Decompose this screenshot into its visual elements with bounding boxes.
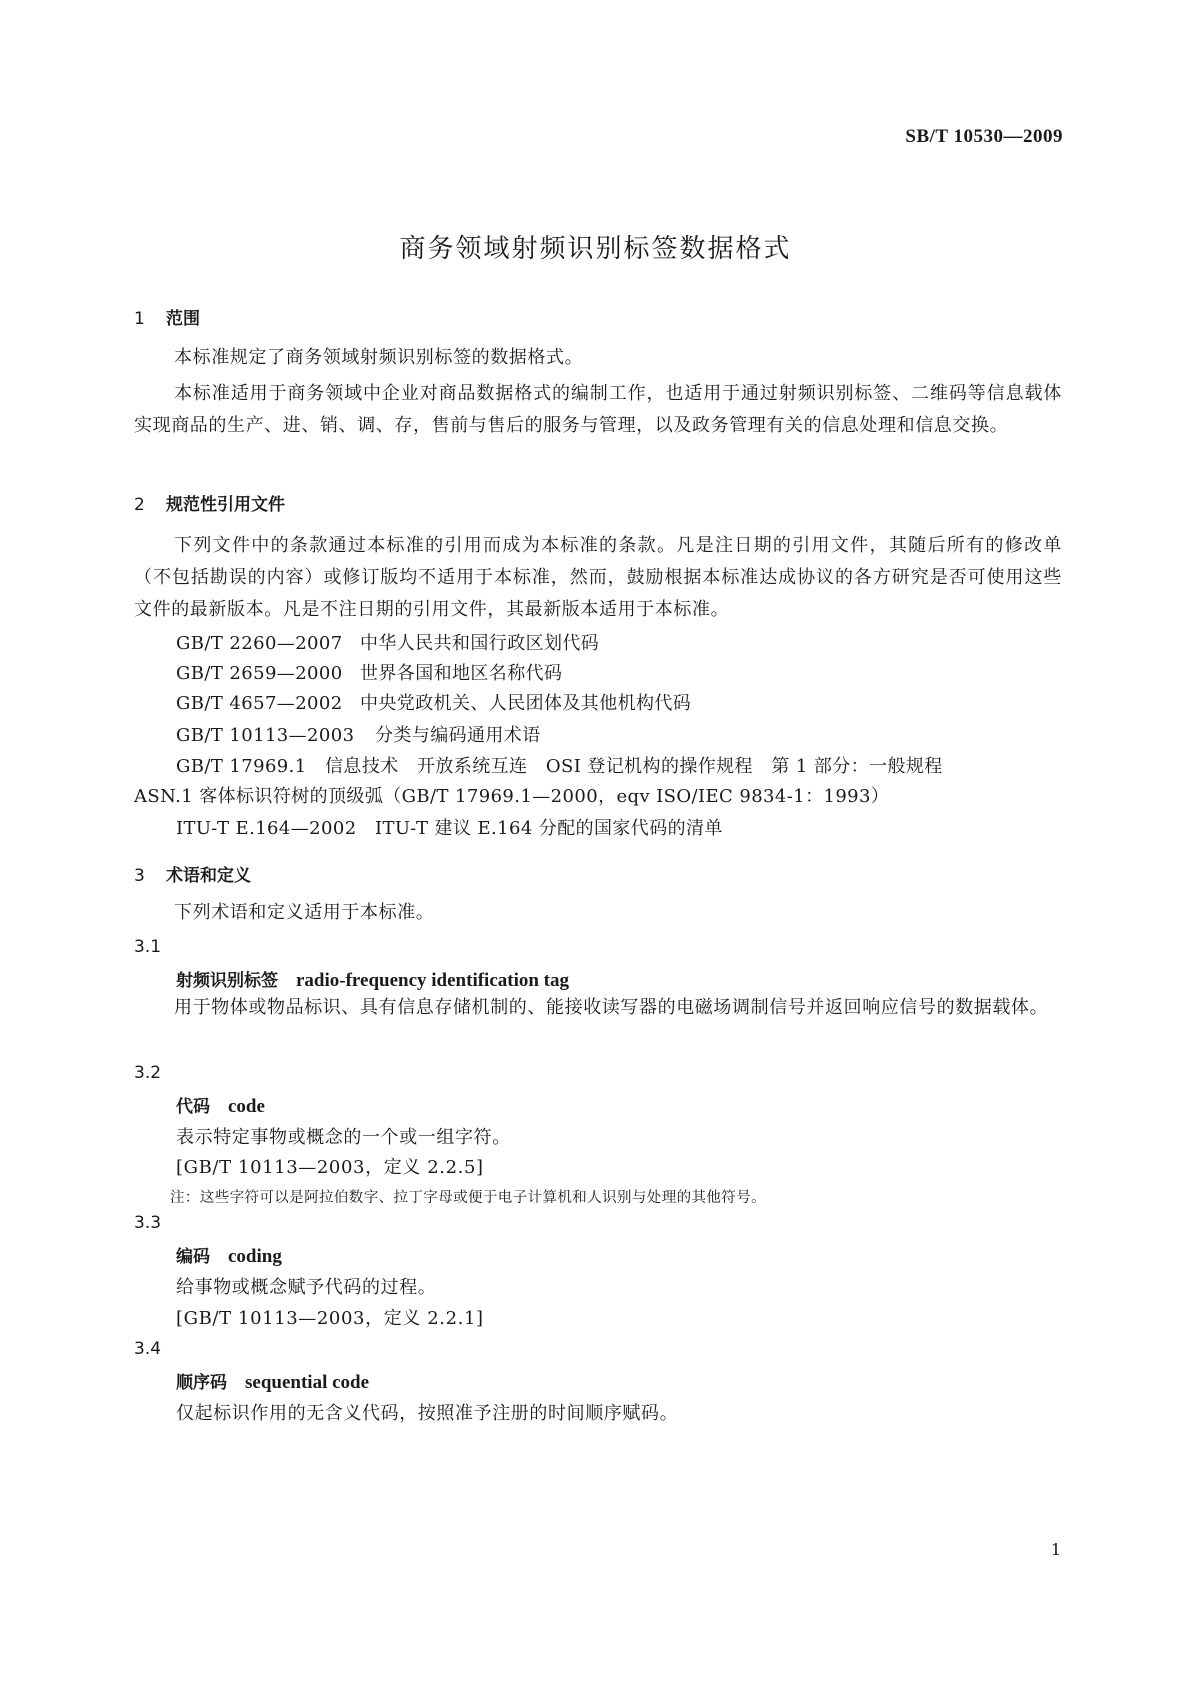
term-note: 注：这些字符可以是阿拉伯数字、拉丁字母或便于电子计算机和人识别与处理的其他符号。: [170, 1190, 766, 1206]
reference-item: [176, 659, 562, 685]
reference-name: 世界各国和地区名称代码: [360, 663, 563, 684]
term-definition: 表示特定事物或概念的一个或一组字符。: [176, 1127, 511, 1148]
term-number: 3.1: [134, 937, 162, 957]
section-number: 3: [134, 866, 145, 886]
reference-name: 中央党政机关、人民团体及其他机构代码: [360, 693, 692, 714]
section-number: 1: [134, 309, 145, 329]
reference-item: [176, 689, 691, 715]
term-source: [GB/T 10113—2003，定义 2.2.1]: [176, 1308, 484, 1329]
reference-item: [176, 814, 723, 840]
term-definition: 仅起标识作用的无含义代码，按照准予注册的时间顺序赋码。: [176, 1403, 679, 1424]
term-zh: 射频识别标签: [176, 971, 278, 991]
reference-code: GB/T 10113—2003: [176, 725, 355, 746]
term-en: code: [228, 1096, 265, 1117]
section-number: 2: [134, 495, 145, 515]
reference-name: ITU-T 建议 E.164 分配的国家代码的清单: [375, 818, 723, 839]
term-source: [GB/T 10113—2003，定义 2.2.5]: [176, 1157, 484, 1178]
reference-item-long-continued: ASN.1 客体标识符树的顶级弧（GB/T 17969.1—2000，eqv ISO/IEC 9834-1：1993）: [134, 786, 890, 807]
section-1-heading: [134, 304, 200, 329]
term-en: coding: [228, 1246, 282, 1267]
section-title: 范围: [166, 309, 200, 329]
section-2-heading: [134, 490, 285, 515]
term-definition: 用于物体或物品标识、具有信息存储机制的、能接收读写器的电磁场调制信号并返回响应信号的数据载体。: [174, 997, 1049, 1018]
paragraph: 下列术语和定义适用于本标准。: [174, 902, 435, 923]
paragraph: 本标准适用于商务领域中企业对商品数据格式的编制工作，也适用于通过射频识别标签、二维码等信息载体实现商品的生产、进、销、调、存，售前与售后的服务与管理，以及政务管理有关的信息处理和信息交换。: [134, 383, 1062, 436]
reference-code: GB/T 4657—2002: [176, 693, 343, 714]
paragraph: 下列文件中的条款通过本标准的引用而成为本标准的条款。凡是注日期的引用文件，其随后所有的修改单（不包括勘误的内容）或修订版均不适用于本标准，然而，鼓励根据本标准达成协议的各方研究是否可使用这些文件的最新版本。凡是不注日期的引用文件，其最新版本适用于本标准。: [134, 535, 1062, 620]
section-3-heading: [134, 861, 251, 886]
reference-name: 分类与编码通用术语: [375, 725, 541, 746]
term-number: 3.4: [134, 1339, 162, 1359]
term-en: sequential code: [245, 1372, 370, 1393]
term-number: 3.3: [134, 1213, 162, 1233]
paragraph: 本标准规定了商务领域射频识别标签的数据格式。: [174, 347, 584, 368]
section-title: 术语和定义: [166, 866, 251, 886]
term-zh: 编码: [176, 1247, 210, 1267]
page-number: 1: [1050, 1540, 1061, 1559]
term-definition: 给事物或概念赋予代码的过程。: [176, 1277, 437, 1298]
reference-item: [176, 629, 599, 655]
reference-code: ITU-T E.164—2002: [176, 818, 357, 839]
term-zh: 代码: [176, 1097, 210, 1117]
term-heading: [176, 1368, 369, 1394]
term-heading: [176, 966, 569, 992]
reference-item: [176, 721, 541, 747]
term-heading: [176, 1242, 282, 1268]
standard-code: SB/T 10530—2009: [905, 126, 1063, 147]
term-number: 3.2: [134, 1063, 162, 1083]
reference-code: GB/T 2260—2007: [176, 633, 343, 654]
term-heading: [176, 1092, 265, 1118]
reference-code: GB/T 2659—2000: [176, 663, 343, 684]
term-en: radio-frequency identification tag: [296, 970, 570, 991]
reference-name: 中华人民共和国行政区划代码: [360, 633, 600, 654]
term-zh: 顺序码: [176, 1373, 227, 1393]
section-title: 规范性引用文件: [166, 495, 285, 515]
document-title: 商务领域射频识别标签数据格式: [399, 234, 792, 264]
reference-item-long: GB/T 17969.1 信息技术 开放系统互连 OSI 登记机构的操作规程 第 1 部分：一般规程: [176, 756, 943, 777]
